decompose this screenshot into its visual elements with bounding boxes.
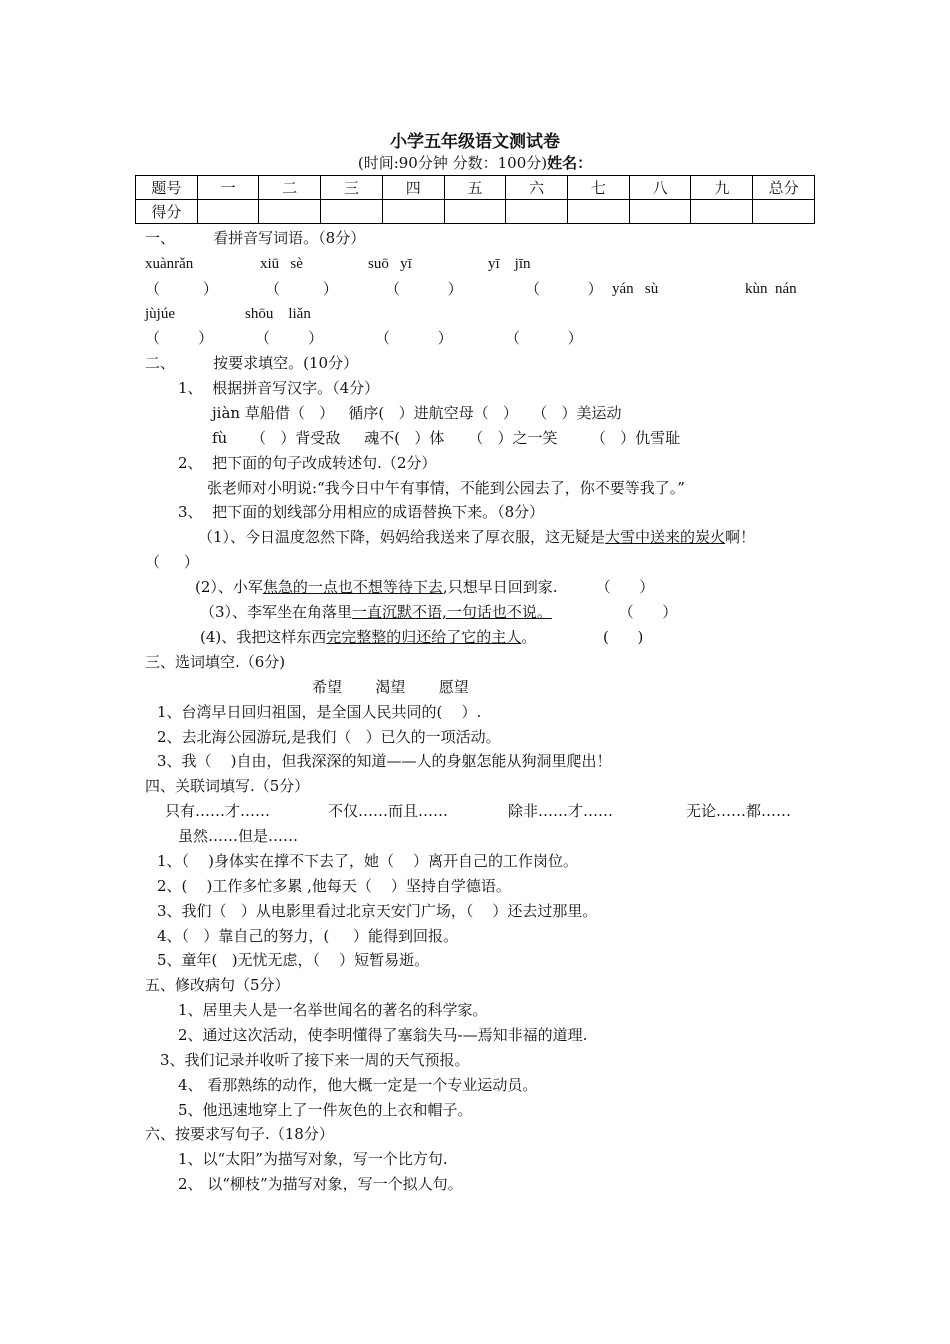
conjunction-choice: 无论……都…… <box>686 802 792 820</box>
score-header-cell: 题号 <box>136 176 198 200</box>
conjunction-choice: 不仅……而且…… <box>328 802 449 820</box>
score-header-cell: 总分 <box>753 176 815 200</box>
section-4-heading: 四、关联词填写.（5分） <box>145 777 310 795</box>
question-line: 1、居里夫人是一名举世闻名的著名的科学家。 <box>178 1001 488 1019</box>
question-line <box>198 527 755 547</box>
section-2-heading: 二、 按要求填空。(10分） <box>145 354 359 372</box>
score-header-cell: 六 <box>506 176 568 200</box>
question-text: （3）、李军坐在角落里 <box>200 603 353 621</box>
section-6-heading: 六、按要求写句子.（18分） <box>145 1125 334 1143</box>
answer-blank[interactable]: （ ） <box>385 280 463 298</box>
exam-info: (时间:90分钟 分数：100分) <box>357 154 548 172</box>
question-line: 2、通过这次活动，使李明懂得了塞翁失马-—焉知非福的道理. <box>178 1026 588 1044</box>
question-line: 张老师对小明说:“我今日中午有事情，不能到公园去了，你不要等我了。” <box>207 479 685 497</box>
answer-blank[interactable]: （ ） <box>375 329 453 347</box>
pinyin-item: xuànrǎn <box>145 256 194 272</box>
answer-blank[interactable]: （ ） <box>505 329 583 347</box>
score-cell[interactable] <box>259 200 321 224</box>
question-line: 2、去北海公园游玩,是我们（ ）已久的一项活动。 <box>157 728 501 746</box>
question-line: 3、我们记录并收听了接下来一周的天气预报。 <box>160 1051 470 1069</box>
conjunction-choice: 除非……才…… <box>508 802 614 820</box>
question-line: 3、我（ )自由，但我深深的知道——人的身躯怎能从狗洞里爬出！ <box>157 752 612 770</box>
pinyin-item: xiū sè <box>260 256 303 272</box>
score-cell[interactable] <box>691 200 753 224</box>
score-header-cell: 四 <box>382 176 444 200</box>
score-cell[interactable] <box>568 200 630 224</box>
pinyin-item: suō yī <box>368 256 412 272</box>
question-line: 5、他迅速地穿上了一件灰色的上衣和帽子。 <box>178 1101 473 1119</box>
question-line: 1、台湾早日回归祖国，是全国人民共同的( ）. <box>157 703 482 721</box>
score-header-cell: 八 <box>629 176 691 200</box>
answer-blank[interactable]: （ ） <box>145 553 199 571</box>
pinyin-item: kùn nán <box>745 281 797 297</box>
score-table-score-row <box>136 200 815 224</box>
question-text: （1）、今日温度忽然下降，妈妈给我送来了厚衣服，这无疑是 <box>198 528 606 546</box>
conjunction-choice: 只有……才…… <box>165 802 271 820</box>
question-line: 4、（ ）靠自己的努力，( ）能得到回报。 <box>157 927 459 945</box>
question-text: 。 ( ) <box>521 628 644 646</box>
score-header-cell: 一 <box>197 176 259 200</box>
question-line: 2、( )工作多忙多累 ,他每天（ ）坚持自学德语。 <box>157 877 511 895</box>
score-cell[interactable] <box>629 200 691 224</box>
score-cell[interactable] <box>444 200 506 224</box>
score-cell[interactable] <box>197 200 259 224</box>
question-line: 1、（ )身体实在撑不下去了，她（ ）离开自己的工作岗位。 <box>157 852 579 870</box>
question-line: 2、 以“柳枝”为描写对象，写一个拟人句。 <box>178 1175 463 1193</box>
answer-blank[interactable]: （ ） <box>145 280 218 298</box>
question-line: 4、 看那熟练的动作，他大概一定是一个专业运动员。 <box>178 1076 538 1094</box>
score-header-cell: 九 <box>691 176 753 200</box>
question-text: （ ） <box>551 603 678 621</box>
question-line: 1、 根据拼音写汉字。（4分） <box>178 379 380 397</box>
name-label: 姓名： <box>547 154 593 172</box>
question-text: (4)、我把这样东西 <box>200 628 327 646</box>
score-header-cell: 七 <box>568 176 630 200</box>
exam-subtitle <box>0 152 950 173</box>
section-3-heading: 三、选词填空.（6分) <box>145 653 286 671</box>
question-text: (2）、小军 <box>195 578 263 596</box>
question-text: ,只想早日回到家. （ ） <box>442 578 655 596</box>
question-line: 3、我们（ ）从电影里看过北京天安门广场，（ ）还去过那里。 <box>157 902 598 920</box>
underlined-phrase: 大雪中送来的炭火 <box>605 528 726 546</box>
question-line: fù （ ）背受敌 魂不( ）体 （ ）之一笑 （ ）仇雪耻 <box>212 429 681 447</box>
question-line: 3、 把下面的划线部分用相应的成语替换下来。（8分） <box>178 503 545 521</box>
question-line <box>200 602 677 622</box>
answer-blank[interactable]: （ ） <box>145 329 214 347</box>
pinyin-item: yán sù <box>612 281 659 297</box>
score-cell[interactable] <box>753 200 815 224</box>
underlined-phrase: 一直沉默不语,一句话也不说。 <box>352 603 552 621</box>
score-cell[interactable] <box>506 200 568 224</box>
question-line: 5、童年( )无忧无虑，（ ）短暂易逝。 <box>157 951 430 969</box>
question-text: 啊！ <box>725 528 756 546</box>
answer-blank[interactable]: （ ） <box>265 280 338 298</box>
score-cell[interactable] <box>321 200 383 224</box>
section-5-heading: 五、修改病句（5分） <box>145 976 290 994</box>
question-line <box>195 577 654 597</box>
score-table-header-row <box>136 176 815 200</box>
exam-title: 小学五年级语文测试卷 <box>390 132 560 152</box>
score-row-label: 得分 <box>136 200 198 224</box>
section-1-heading: 一、 看拼音写词语。（8分） <box>145 229 366 247</box>
question-line <box>200 627 643 647</box>
underlined-phrase: 完完整整的归还给了它的主人 <box>326 628 522 646</box>
pinyin-item: yī jīn <box>488 256 531 272</box>
conjunction-choice: 虽然……但是…… <box>178 827 299 845</box>
underlined-phrase: 焦急的一点也不想等待下去 <box>262 578 443 596</box>
question-line: jiàn 草船借（ ） 循序( ）进航空母（ ） （ ）美运动 <box>212 404 622 422</box>
pinyin-item: shōu liǎn <box>245 306 311 322</box>
word-choices: 希望 渴望 愿望 <box>312 678 469 696</box>
score-cell[interactable] <box>382 200 444 224</box>
question-line: 1、以“太阳”为描写对象，写一个比方句. <box>178 1150 448 1168</box>
pinyin-item: jùjúe <box>145 306 175 322</box>
question-line: 2、 把下面的句子改成转述句.（2分） <box>178 454 437 472</box>
answer-blank[interactable]: （ ） <box>525 280 603 298</box>
answer-blank[interactable]: （ ） <box>255 329 324 347</box>
score-header-cell: 三 <box>321 176 383 200</box>
score-header-cell: 二 <box>259 176 321 200</box>
score-header-cell: 五 <box>444 176 506 200</box>
score-table <box>135 175 815 224</box>
